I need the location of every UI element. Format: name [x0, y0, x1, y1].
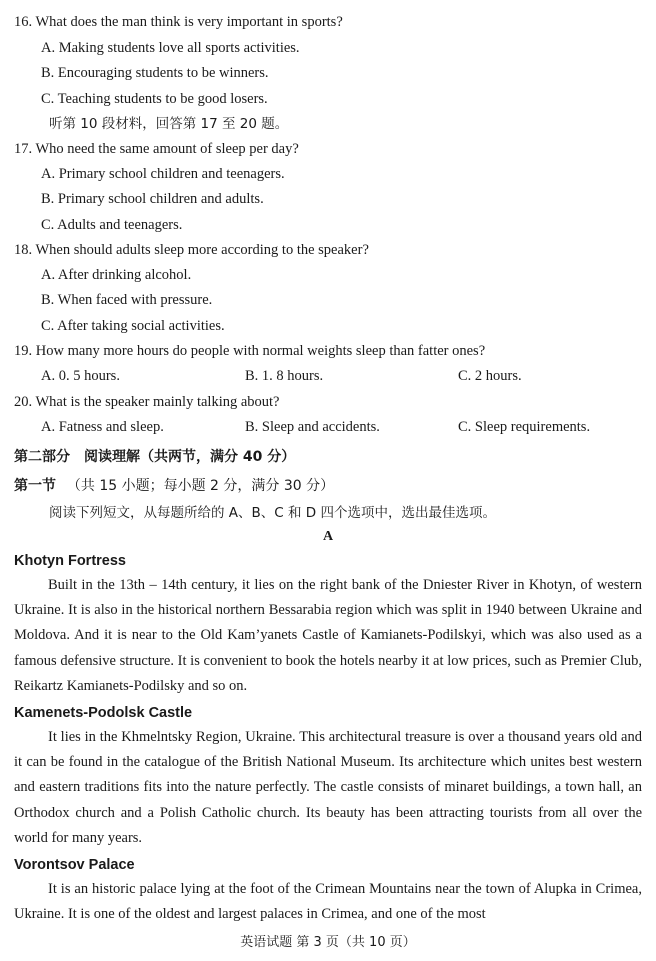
question-19-option-b: B. 1. 8 hours. [245, 368, 324, 384]
place-1-paragraph [14, 573, 642, 699]
question-16-option-c: C. Teaching students to be good losers. [41, 91, 268, 107]
place-2-heading: Kamenets-Podolsk Castle [14, 705, 193, 721]
place-2-text: It lies in the Khmelntsky Region, Ukraine. This architectural treasure is over a thousand years old and it can be found in the catalogue of the British National Museum. Its architecture which unites best western and eastern traditions fits into the nature perfectly. The castle consists of minaret buildings, a town hall, an Orthodox church and a Polish Catholic church. Its beauty has been attracting tourists from all over the world for many years. [14, 729, 642, 846]
place-1-text: Built in the 13th – 14th century, it lies on the right bank of the Dniester River in Khotyn, of western Ukraine. It is also in the historical northern Bessarabia region which was split in 1940 between Ukraine and Moldova. And it is near to the Old Kam’yanets Castle of Kamianets-Podilskyi, which was also used as a famous defensive structure. It is convenient to book the hotels nearby it at low prices, such as Premier Club, Reikartz Kamianets-Podilsky and so on. [14, 577, 642, 694]
place-1-heading: Khotyn Fortress [14, 553, 126, 569]
reading-instruction: 阅读下列短文，从每题所给的 A、B、C 和 D 四个选项中，选出最佳选项。 [49, 505, 496, 521]
page-footer: 英语试题 第 3 页（共 10 页） [240, 935, 416, 950]
question-16-stem: 16. What does the man think is very important in sports? [14, 14, 343, 30]
question-17-option-b: B. Primary school children and adults. [41, 191, 264, 207]
question-19-stem: 19. How many more hours do people with normal weights sleep than fatter ones? [14, 343, 486, 359]
place-2-paragraph [14, 725, 642, 851]
question-20-stem: 20. What is the speaker mainly talking about? [14, 394, 280, 410]
question-18-option-a: A. After drinking alcohol. [41, 267, 192, 283]
section-one-note: （共 15 小题；每小题 2 分，满分 30 分） [66, 478, 335, 494]
section-one-title: 第一节 [14, 478, 56, 494]
question-18-option-c: C. After taking social activities. [41, 318, 225, 334]
part-two-title: 第二部分 阅读理解（共两节，满分 40 分） [14, 449, 296, 465]
question-16-option-a: A. Making students love all sports activities. [41, 40, 300, 56]
question-19-option-a: A. 0. 5 hours. [41, 368, 120, 384]
section-one-heading [14, 477, 334, 495]
passage-10-instruction: 听第 10 段材料，回答第 17 至 20 题。 [49, 116, 289, 132]
passage-label: A [322, 529, 334, 544]
place-3-text: It is an historic palace lying at the foot of the Crimean Mountains near the town of Alupka in Crimea, Ukraine. It is one of the oldest and largest palaces in Crimea, and one of the most [14, 881, 642, 923]
question-20-option-a: A. Fatness and sleep. [41, 419, 164, 435]
place-3-paragraph [14, 877, 642, 928]
place-3-heading: Vorontsov Palace [14, 857, 135, 873]
question-20-option-b: B. Sleep and accidents. [245, 419, 380, 435]
question-18-option-b: B. When faced with pressure. [41, 292, 213, 308]
question-17-stem: 17. Who need the same amount of sleep per day? [14, 141, 299, 157]
question-19-option-c: C. 2 hours. [458, 368, 522, 384]
question-18-stem: 18. When should adults sleep more according to the speaker? [14, 242, 369, 258]
question-17-option-c: C. Adults and teenagers. [41, 217, 183, 233]
question-17-option-a: A. Primary school children and teenagers. [41, 166, 285, 182]
question-16-option-b: B. Encouraging students to be winners. [41, 65, 269, 81]
question-20-option-c: C. Sleep requirements. [458, 419, 591, 435]
